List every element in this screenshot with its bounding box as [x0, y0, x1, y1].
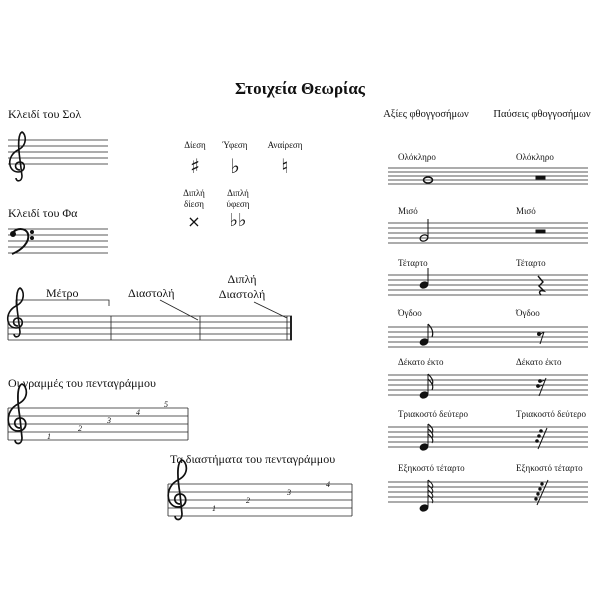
rest-label-sixteenth: Δέκατο έκτο: [516, 357, 562, 367]
note-label-half: Μισό: [398, 206, 418, 216]
flat-icon: ♭: [230, 154, 240, 178]
note-symbols: [419, 177, 433, 512]
double-sharp-label: Διπλή δίεση: [183, 188, 205, 209]
staff-spaces-staff: [168, 484, 352, 516]
sharp-label: Δίεση: [184, 140, 206, 150]
double-flat-icon: ♭♭: [229, 210, 247, 231]
bass-clef-staff: [8, 229, 108, 253]
rest-label-eighth: Όγδοο: [516, 308, 540, 318]
staff-lines-staff: [8, 408, 188, 440]
note-label-quarter: Τέταρτο: [398, 258, 428, 268]
treble-clef-icon-3: [8, 384, 26, 444]
line-number-2: 2: [78, 424, 82, 433]
space-number-4: 4: [326, 480, 330, 489]
bass-clef-label: Κλειδί του Φα: [8, 206, 78, 220]
double-flat-label: Διπλή ύφεση: [226, 188, 250, 209]
rest-label-sixty-fourth: Εξηκοστό τέταρτο: [516, 463, 583, 473]
note-label-whole: Ολόκληρο: [398, 152, 436, 162]
note-label-thirty-second: Τριακοστό δεύτερο: [398, 409, 469, 419]
rest-label-quarter: Τέταρτο: [516, 258, 546, 268]
staff-spaces-label: Τα διαστήματα του πενταγράμμου: [170, 452, 336, 466]
note-label-sixteenth: Δέκατο έκτο: [398, 357, 444, 367]
barline-label: Διαστολή: [128, 286, 175, 300]
line-number-3: 3: [107, 416, 111, 425]
treble-clef-icon: [10, 132, 26, 181]
note-label-eighth: Όγδοο: [398, 308, 422, 318]
rest-label-half: Μισό: [516, 206, 536, 216]
treble-clef-icon-2: [8, 288, 24, 337]
double-sharp-icon: ×: [187, 212, 201, 231]
rest-label-whole: Ολόκληρο: [516, 152, 554, 162]
double-barline-label: Διπλή Διαστολή: [218, 272, 266, 301]
natural-icon: ♮: [281, 154, 289, 178]
note-label-sixty-fourth: Εξηκοστό τέταρτο: [398, 463, 465, 473]
space-number-2: 2: [246, 496, 250, 505]
flat-label: Ύφεση: [222, 140, 248, 150]
treble-clef-label: Κλειδί του Σολ: [8, 107, 82, 121]
rest-symbols: [535, 176, 548, 505]
treble-clef-staff: [8, 140, 108, 164]
rest-label-thirty-second: Τριακοστό δεύτερο: [516, 409, 587, 419]
line-number-1: 1: [47, 432, 51, 441]
sharp-icon: ♯: [190, 154, 200, 178]
bass-clef-icon: [11, 229, 33, 254]
measure-label: Μέτρο: [46, 286, 79, 300]
natural-label: Αναίρεση: [267, 140, 303, 150]
treble-clef-icon-4: [168, 460, 186, 520]
line-number-5: 5: [164, 400, 168, 409]
space-number-3: 3: [287, 488, 291, 497]
notes-header: Αξίες φθογγοσήμων: [383, 109, 469, 120]
space-number-1: 1: [212, 504, 216, 513]
values-staves: [388, 168, 588, 502]
staff-lines-label: Οι γραμμές του πενταγράμμου: [8, 376, 156, 390]
rests-header: Παύσεις φθογγοσήμων: [493, 109, 591, 120]
page-title: Στοιχεία Θεωρίας: [235, 79, 365, 98]
barline-staff: [8, 300, 292, 340]
line-number-4: 4: [136, 408, 140, 417]
